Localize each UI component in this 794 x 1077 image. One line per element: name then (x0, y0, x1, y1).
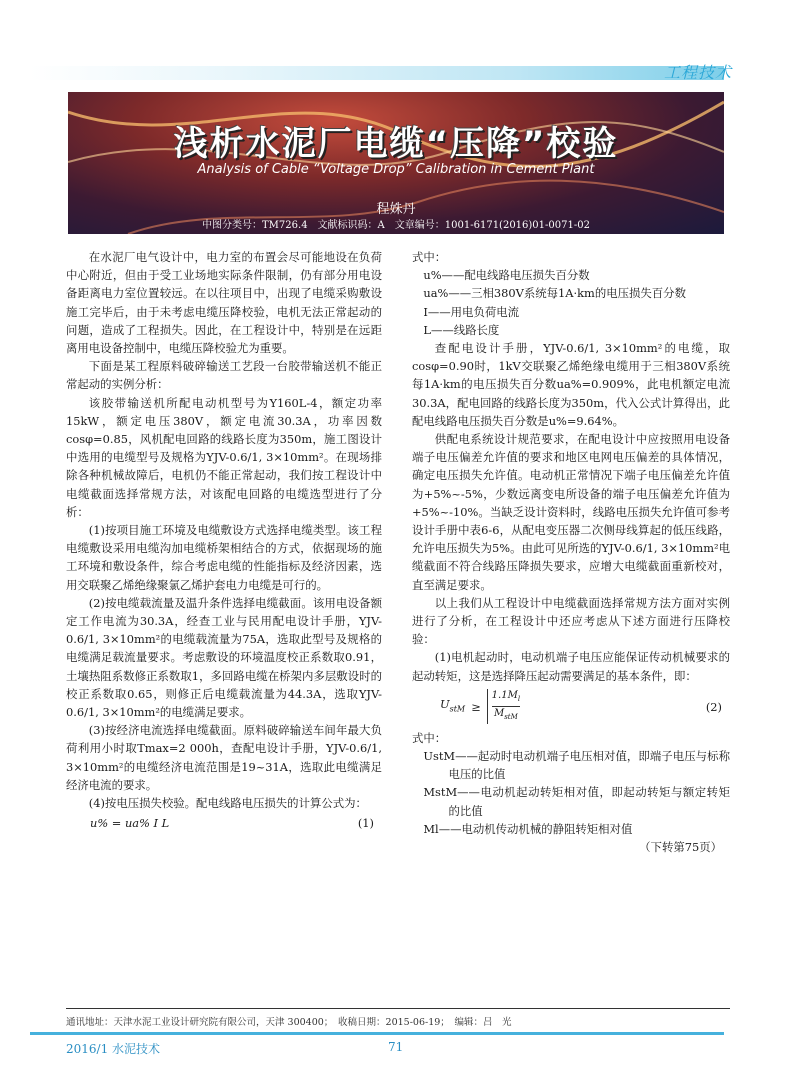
article-title: 浅析水泥厂电缆“压降”校验 (173, 124, 619, 164)
title-banner (68, 92, 724, 234)
definition: Ml——电动机传动机械的静阻转矩相对值 (423, 821, 633, 836)
footer-divider (66, 1008, 730, 1009)
footer-note: 通讯地址：天津水泥工业设计研究院有限公司，天津 300400； 收稿日期：2015-06-19； 编辑：吕 光 (66, 1017, 512, 1028)
formula-lhs: $U_{stM}$ (440, 697, 466, 714)
definition: L——线路长度 (423, 322, 500, 337)
definition: MstM——电动机起动转矩相对值，即起动转矩与额定转矩的比值 (423, 785, 730, 818)
paragraph: 供配电系统设计规范要求，在配电设计中应按照用电设备端子电压偏差允许值的要求和地区电网电压偏差的具体情况，确定电压损失允许值。电动机正常情况下端子电压偏差允许值为+5%~-5%，少数远离变电所设备的端子电压偏差允许值为+5%~-10%。当缺乏设计资料时，线路电压损失允许值可参考设计手册中表6-6，从配电变压器二次侧母线算起的低压线路，允许电压损失为5%。由此可见所选的YJV-0.6/1, 3×10mm²电缆截面不符合线路压降损失要求，应增大电缆截面重新校对，直至满足要求。 (412, 432, 730, 592)
bottom-bar (30, 1032, 724, 1035)
formula-1 (66, 812, 382, 834)
where-label: 式中： (412, 250, 447, 264)
paragraph: (4)按电压损失校验。配电线路电压损失的计算公式为： (88, 796, 367, 811)
definition: I——用电负荷电流 (423, 304, 520, 319)
section-label: 工程技术 (663, 63, 732, 82)
header-stripe (30, 66, 724, 80)
formula-2 (412, 685, 730, 729)
formula-number: (2) (705, 699, 722, 714)
where-label: 式中： (412, 730, 447, 745)
paragraph: 在水泥厂电气设计中，电力室的布置会尽可能地设在负荷中心附近，但由于受工业场地实际条件限制，仍有部分用电设备距离电力室位置较远。在以往项目中，出现了电缆采购敷设施工完毕后，由于未考虑电缆压降校验，电机无法正常起动的问题，造成了工程损失。因此，在工程设计中，特别是在远距离用电设备控制中，电缆压降校验尤为重要。 (66, 250, 382, 356)
right-column (412, 248, 730, 856)
definition: ua%——三相380V系统每1A·km的电压损失百分数 (423, 286, 686, 301)
journal-folio: 2016/1 水泥技术 (66, 1042, 161, 1056)
definition: UstM——起动时电动机端子电压相对值，即端子电压与标称电压的比值 (423, 749, 730, 782)
definition: u%——配电线路电压损失百分数 (423, 268, 590, 283)
paragraph: 该胶带输送机所配电动机型号为Y160L-4，额定功率15kW，额定电压380V，额定电流30.3A，功率因数cosφ=0.85，风机配电回路的线路长度为350m，施工图设计中选用的电缆型号及规格为YJV-0.6/1, 3×10mm²。在现场排除各种机械故障后，电机仍不能正常起动，我们按工程设计中电缆截面选择常规方法，对该配电回路的电缆选型进行了分析： (66, 395, 382, 519)
paragraph: (1)电机起动时，电动机端子电压应能保证传动机械要求的起动转矩，这是选择降压起动需要满足的基本条件，即： (412, 650, 730, 683)
paragraph: 以上我们从工程设计中电缆截面选择常规方法方面对实例进行了分析，在工程设计中还应考虑从下述方面进行压降校验： (412, 595, 730, 647)
paragraph: (1)按项目施工环境及电缆敷设方式选择电缆类型。该工程电缆敷设采用电缆沟加电缆桥架相结合的方式，依据现场的施工环境和敷设条件，综合考虑电缆的性能指标及经济因素，选用交联聚乙烯绝缘聚氯乙烯护套电力电缆是可行的。 (66, 523, 382, 592)
paragraph: 查配电设计手册，YJV-0.6/1, 3×10mm²的电缆，取cosφ=0.90时，1kV交联聚乙烯绝缘电缆用于三相380V系统每1A·km的电压损失百分数ua%=0.909%，此电机额定电流30.3A，配电回路的线路长度为350m，代入公式计算得出，此配电线路电压损失百分数是u%=9.64%。 (412, 341, 730, 428)
formula-expression: u% = ua% I L (90, 816, 170, 831)
formula-fraction: $\frac{1.1M_l}{M_{stM}}$ (487, 689, 520, 724)
paragraph: 下面是某工程原料破碎输送工艺段一台胶带输送机不能正常起动的实例分析： (66, 359, 382, 392)
author: 程姝丹 (376, 202, 416, 217)
formula-operator: ≥ (471, 699, 481, 714)
formula-number: (1) (357, 816, 374, 831)
page-number: 71 (388, 1040, 404, 1054)
article-subtitle: Analysis of Cable “Voltage Drop” Calibration in Cement Plant (197, 162, 595, 177)
paragraph: (2)按电缆载流量及温升条件选择电缆截面。该用电设备额定工作电流为30.3A，经查工业与民用配电设计手册，YJV-0.6/1, 3×10mm²的电缆载流量为75A，选取此型号及规格的电缆满足载流量要求。考虑敷设的环境温度校正系数取0.91，土壤热阻系数修正系数取1，多回路电缆在桥架内多层敷设时的校正系数取0.65，则修正后电缆载流量为44.3A，选取YJV-0.6/1, 3×10mm²的电缆满足要求。 (66, 595, 382, 720)
paragraph: (3)按经济电流选择电缆截面。原料破碎输送车间年最大负荷利用小时取Tmax=2 000h，查配电设计手册，YJV-0.6/1, 3×10mm²的电缆经济电流范围是19~31A，选取此电缆满足经济电流的要求。 (66, 723, 382, 792)
continued-note: （下转第75页） (639, 840, 722, 855)
left-column (66, 248, 382, 835)
classification-meta: 中图分类号：TM726.4 文献标识码：A 文章编号：1001-6171(2016)01-0071-02 (202, 220, 590, 231)
